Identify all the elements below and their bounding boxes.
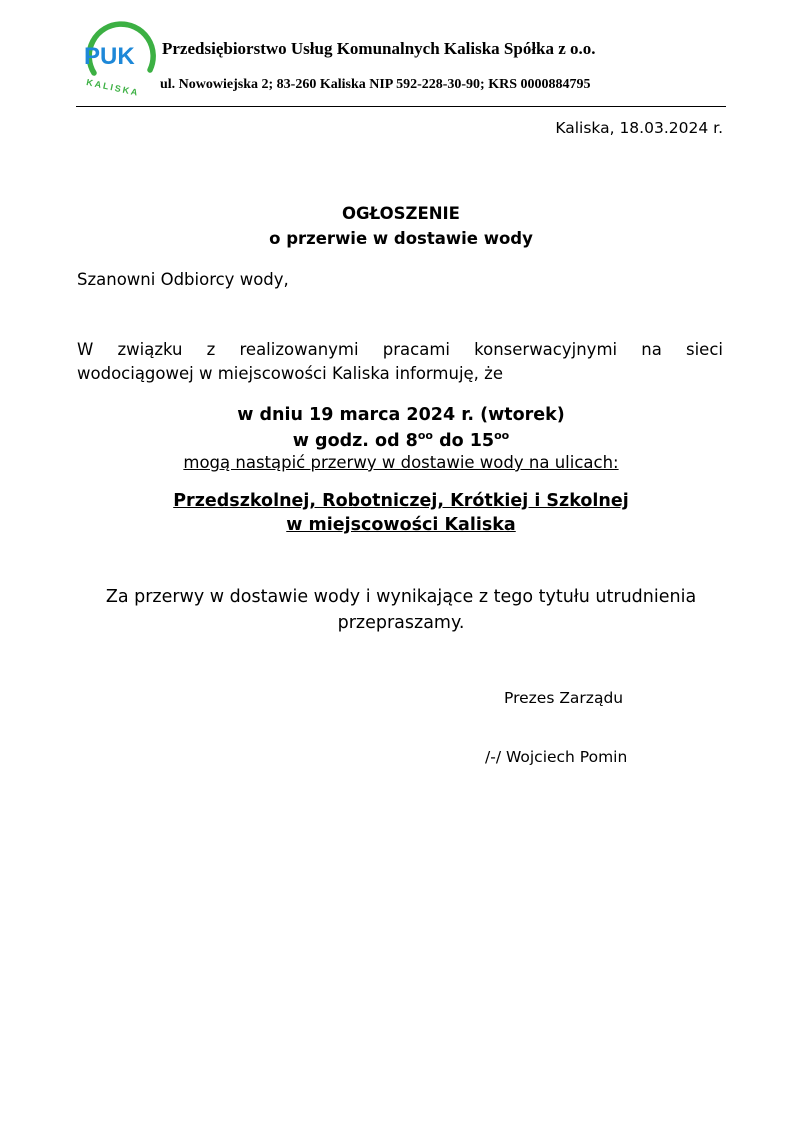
hours-to-superscript: oo (494, 429, 510, 442)
apology-line-2: przepraszamy. (337, 613, 465, 633)
streets-list (76, 491, 726, 511)
notice-title: OGŁOSZENIE (342, 204, 460, 223)
intro-paragraph-line-2: wodociągowej w miejscowości Kaliska informuję, że (77, 364, 503, 383)
company-name: Przedsiębiorstwo Usług Komunalnych Kaliska Spółka z o.o. (162, 39, 596, 58)
hours-prefix: w godz. od 8 (292, 431, 418, 451)
intro-paragraph (77, 338, 723, 386)
notice-subtitle: o przerwie w dostawie wody (269, 229, 533, 248)
streets-intro (76, 453, 726, 472)
logo-town: KALISKA (85, 77, 141, 99)
document-date: Kaliska, 18.03.2024 r. (555, 119, 723, 137)
outage-hours (76, 429, 726, 451)
logo-initials: PUK (84, 43, 135, 70)
outage-date: w dniu 19 marca 2024 r. (wtorek) (237, 405, 565, 425)
streets-location (76, 515, 726, 535)
hours-from-superscript: oo (417, 429, 433, 442)
signatory-name: /-/ Wojciech Pomin (485, 748, 628, 766)
streets-location-text: w miejscowości Kaliska (286, 515, 516, 535)
streets-intro-text: mogą nastąpić przerwy w dostawie wody na ulicach: (183, 453, 619, 472)
hours-middle: do 15 (433, 431, 495, 451)
puk-kaliska-logo-icon (80, 18, 160, 100)
signatory-title: Prezes Zarządu (504, 689, 624, 707)
header-divider (76, 106, 726, 107)
intro-paragraph-line-1: W związku z realizowanymi pracami konserwacyjnymi na sieci (77, 340, 723, 359)
streets-list-text: Przedszkolnej, Robotniczej, Krótkiej i Szkolnej (173, 491, 629, 511)
company-address: ul. Nowowiejska 2; 83-260 Kaliska NIP 592-228-30-90; KRS 0000884795 (160, 77, 591, 92)
apology-line-1: Za przerwy w dostawie wody i wynikające z tego tytułu utrudnienia (105, 587, 697, 607)
greeting: Szanowni Odbiorcy wody, (77, 270, 289, 289)
